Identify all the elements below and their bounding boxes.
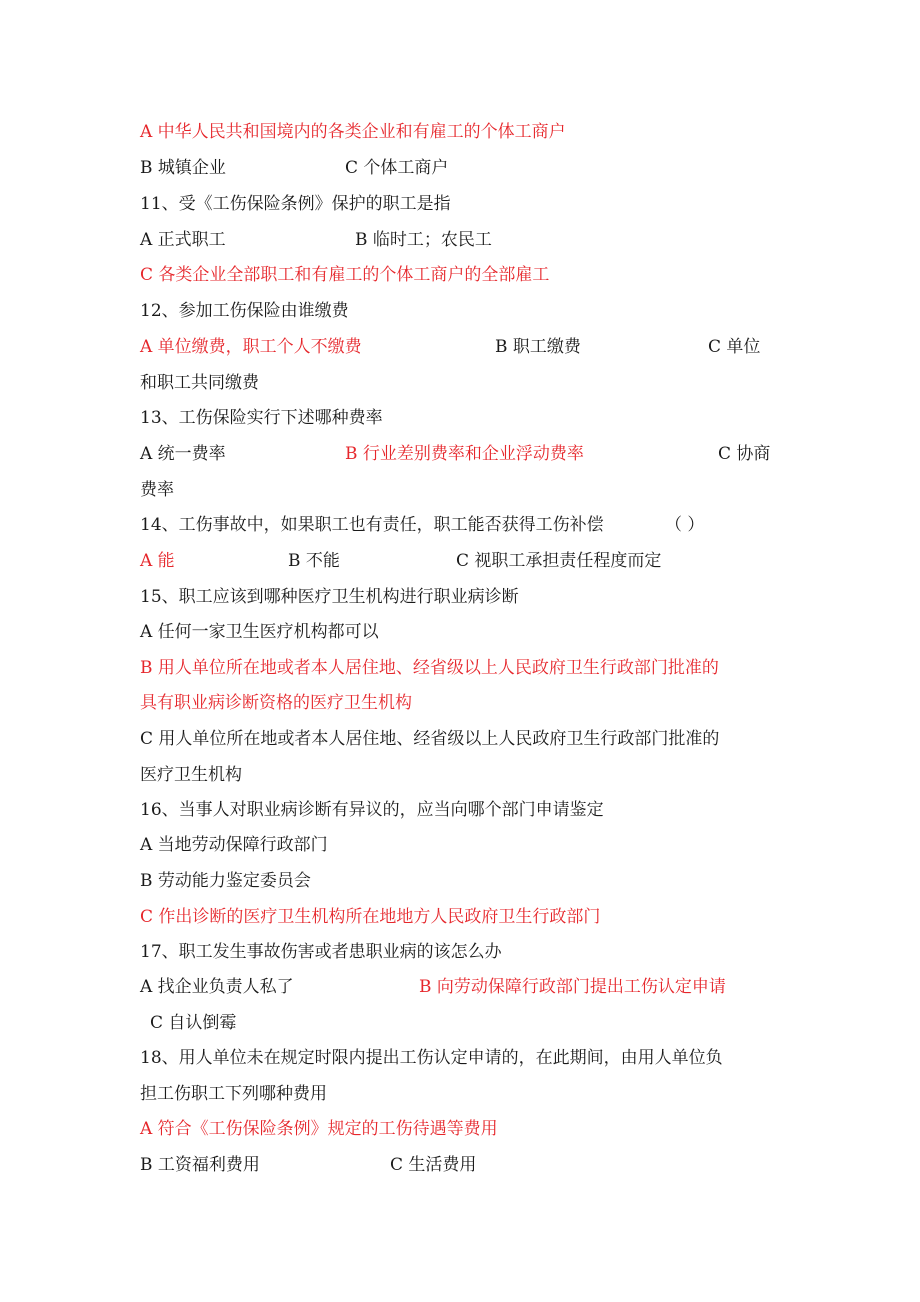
q10-option-b: B 城镇企业 <box>140 158 226 178</box>
q15-option-b: B 用人单位所在地或者本人居住地、经省级以上人民政府卫生行政部门批准的 <box>140 658 719 678</box>
q18-question-continued: 担工伤职工下列哪种费用 <box>140 1084 327 1104</box>
q15-option-a: A 任何一家卫生医疗机构都可以 <box>140 622 379 642</box>
q10-option-c: C 个体工商户 <box>345 158 449 178</box>
q13-option-c-continued: 费率 <box>140 480 174 500</box>
q14-option-c: C 视职工承担责任程度而定 <box>456 551 662 571</box>
q16-option-c: C 作出诊断的医疗卫生机构所在地地方人民政府卫生行政部门 <box>140 907 601 927</box>
q16-option-b: B 劳动能力鉴定委员会 <box>140 871 311 891</box>
q12-option-c-continued: 和职工共同缴费 <box>140 373 259 393</box>
q12-option-c: C 单位 <box>708 337 761 357</box>
q14-question: 14、工伤事故中，如果职工也有责任，职工能否获得工伤补偿 <box>140 515 604 535</box>
q17-option-c: C 自认倒霉 <box>150 1013 237 1033</box>
q13-question: 13、工伤保险实行下述哪种费率 <box>140 408 383 428</box>
q17-question: 17、职工发生事故伤害或者患职业病的该怎么办 <box>140 942 502 962</box>
q14-option-b: B 不能 <box>288 551 340 571</box>
q15-question: 15、职工应该到哪种医疗卫生机构进行职业病诊断 <box>140 587 519 607</box>
q16-option-a: A 当地劳动保障行政部门 <box>140 835 328 855</box>
q12-option-a: A 单位缴费，职工个人不缴费 <box>140 337 362 357</box>
q13-option-a: A 统一费率 <box>140 444 226 464</box>
q18-option-c: C 生活费用 <box>390 1155 477 1175</box>
q15-option-b-continued: 具有职业病诊断资格的医疗卫生机构 <box>140 693 412 713</box>
q15-option-c-continued: 医疗卫生机构 <box>140 765 242 785</box>
q12-option-b: B 职工缴费 <box>495 337 581 357</box>
q11-question: 11、受《工伤保险条例》保护的职工是指 <box>140 194 451 214</box>
q13-option-b: B 行业差别费率和企业浮动费率 <box>345 444 584 464</box>
q11-option-b: B 临时工；农民工 <box>355 230 492 250</box>
q18-question: 18、用人单位未在规定时限内提出工伤认定申请的，在此期间，由用人单位负 <box>140 1048 723 1068</box>
q17-option-a: A 找企业负责人私了 <box>140 977 294 997</box>
q12-question: 12、参加工伤保险由谁缴费 <box>140 301 349 321</box>
q11-option-c: C 各类企业全部职工和有雇工的个体工商户的全部雇工 <box>140 265 550 285</box>
q14-option-a: A 能 <box>140 551 175 571</box>
q13-option-c: C 协商 <box>718 444 771 464</box>
q11-option-a: A 正式职工 <box>140 230 226 250</box>
q18-option-b: B 工资福利费用 <box>140 1155 260 1175</box>
q18-option-a: A 符合《工伤保险条例》规定的工伤待遇等费用 <box>140 1119 498 1139</box>
q17-option-b: B 向劳动保障行政部门提出工伤认定申请 <box>419 977 726 997</box>
q14-answer-blank: （ ） <box>665 515 705 535</box>
q16-question: 16、当事人对职业病诊断有异议的，应当向哪个部门申请鉴定 <box>140 800 604 820</box>
q10-option-a: A 中华人民共和国境内的各类企业和有雇工的个体工商户 <box>140 122 566 142</box>
q15-option-c: C 用人单位所在地或者本人居住地、经省级以上人民政府卫生行政部门批准的 <box>140 729 720 749</box>
